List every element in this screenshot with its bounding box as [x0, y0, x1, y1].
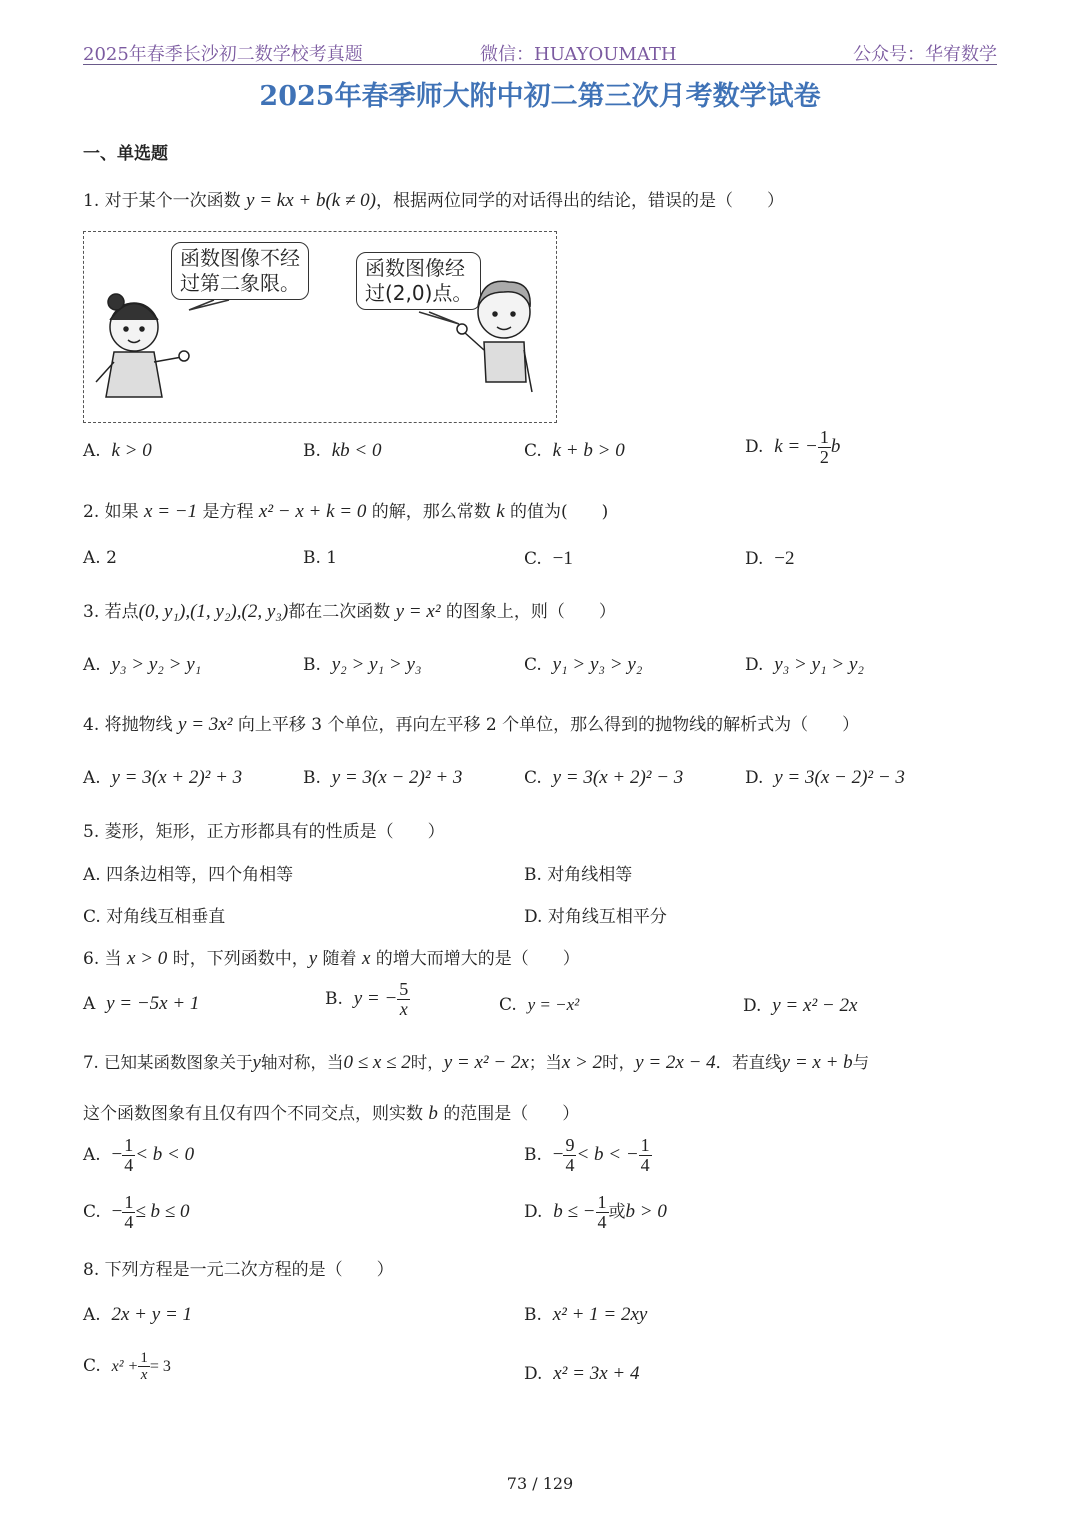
q2-option-d[interactable]: D. −2 — [745, 548, 795, 569]
q5-option-c[interactable]: C. 对角线互相垂直 — [83, 907, 226, 927]
q2-option-a[interactable]: A. 2 — [83, 548, 117, 568]
question-4: 4. 将抛物线 y = 3x² 向上平移 3 个单位，再向左平移 2 个单位，那么得到的抛物线的解析式为（ ） — [83, 714, 860, 735]
q5-option-b[interactable]: B. 对角线相等 — [524, 865, 633, 885]
q8-option-b[interactable]: B. x² + 1 = 2xy — [524, 1304, 648, 1325]
q4-option-c[interactable]: C. y = 3(x + 2)² − 3 — [524, 767, 684, 788]
q6-option-b[interactable]: B. y = − $\frac{5}{x}$ — [325, 979, 409, 1019]
question-3: 3. 若点(0, y₁),(1, y₂),(2, y₃)都在二次函数 y = x² 的图象上，则（ ） — [83, 601, 616, 622]
q4-option-a[interactable]: A. y = 3(x + 2)² + 3 — [83, 767, 243, 788]
question-1: 1. 对于某个一次函数 y = kx + b(k ≠ 0)，根据两位同学的对话得出的结论，错误的是（ ） — [83, 190, 784, 211]
question-6: 6. 当 x > 0 时，下列函数中，y 随着 x 的增大而增大的是（ ） — [83, 948, 580, 969]
page-number: 73 / 129 — [506, 1474, 574, 1493]
q1-option-b[interactable]: B. kb < 0 — [303, 440, 382, 461]
q7-option-c[interactable]: C. − $\frac{1}{4}$ ≤ b ≤ 0 — [83, 1192, 190, 1232]
q3-option-c[interactable]: C. y₁ > y₃ > y₂ — [524, 654, 643, 675]
question-5: 5. 菱形，矩形，正方形都具有的性质是（ ） — [83, 822, 445, 842]
girl-speech-bubble: 函数图像不经 过第二象限。 — [171, 242, 309, 300]
girl-icon — [96, 294, 189, 397]
q1-option-c[interactable]: C. k + b > 0 — [524, 440, 625, 461]
q3-option-a[interactable]: A. y₃ > y₂ > y₁ — [83, 654, 202, 675]
question-2: 2. 如果 x = −1 是方程 x² − x + k = 0 的解，那么常数 k 的值为( ) — [83, 501, 609, 522]
q4-option-d[interactable]: D. y = 3(x − 2)² − 3 — [745, 767, 905, 788]
q3-option-b[interactable]: B. y₂ > y₁ > y₃ — [303, 654, 422, 675]
q7-option-a[interactable]: A. − $\frac{1}{4}$ < b < 0 — [83, 1135, 195, 1175]
question-7: 7. 已知某函数图象关于y轴对称，当0 ≤ x ≤ 2时，y = x² − 2x；当x > 2时，y = 2x − 4．若直线y = x + b与 — [83, 1052, 870, 1073]
header-left: 2025年春季长沙初二数学校考真题 — [83, 44, 363, 65]
q2-option-c[interactable]: C. −1 — [524, 548, 573, 569]
q8-option-a[interactable]: A. 2x + y = 1 — [83, 1304, 193, 1325]
q8-option-d[interactable]: D. x² = 3x + 4 — [524, 1363, 640, 1384]
children-drawing — [84, 232, 556, 422]
boy-icon — [457, 281, 532, 392]
q5-option-d[interactable]: D. 对角线互相平分 — [524, 907, 667, 927]
page-title: 2025年春季师大附中初二第三次月考数学试卷 — [259, 81, 821, 112]
question-7-line2: 这个函数图象有且仅有四个不同交点，则实数 b 的范围是（ ） — [83, 1103, 580, 1124]
header-center: 微信：HUAYOUMATH — [480, 44, 677, 65]
page-header — [83, 40, 997, 65]
q4-option-b[interactable]: B. y = 3(x − 2)² + 3 — [303, 767, 463, 788]
dialogue-illustration — [83, 231, 557, 423]
q7-option-b[interactable]: B. − $\frac{9}{4}$ < b < − $\frac{1}{4}$ — [524, 1135, 650, 1175]
header-right: 公众号：华宥数学 — [853, 44, 997, 65]
q3-option-d[interactable]: D. y₃ > y₁ > y₂ — [745, 654, 865, 675]
boy-speech-bubble: 函数图像经 过(2,0)点。 — [356, 252, 481, 310]
q1-option-d[interactable]: D. k = − $\frac{1}{2}$ b — [745, 427, 841, 467]
q1-option-a[interactable]: A. k > 0 — [83, 440, 152, 461]
q8-option-c[interactable]: C. x² + $\frac{1}{x}$ = 3 — [83, 1350, 171, 1383]
question-8: 8. 下列方程是一元二次方程的是（ ） — [83, 1260, 394, 1280]
q6-option-d[interactable]: D. y = x² − 2x — [743, 995, 858, 1016]
q7-option-d[interactable]: D. b ≤ − $\frac{1}{4}$ 或b > 0 — [524, 1192, 667, 1232]
q5-option-a[interactable]: A. 四条边相等，四个角相等 — [83, 865, 294, 885]
q2-option-b[interactable]: B. 1 — [303, 548, 338, 568]
section-heading: 一、单选题 — [83, 144, 168, 164]
q6-option-c[interactable]: C. y = −x² — [499, 995, 580, 1015]
q6-option-a[interactable]: A y = −5x + 1 — [83, 993, 200, 1014]
